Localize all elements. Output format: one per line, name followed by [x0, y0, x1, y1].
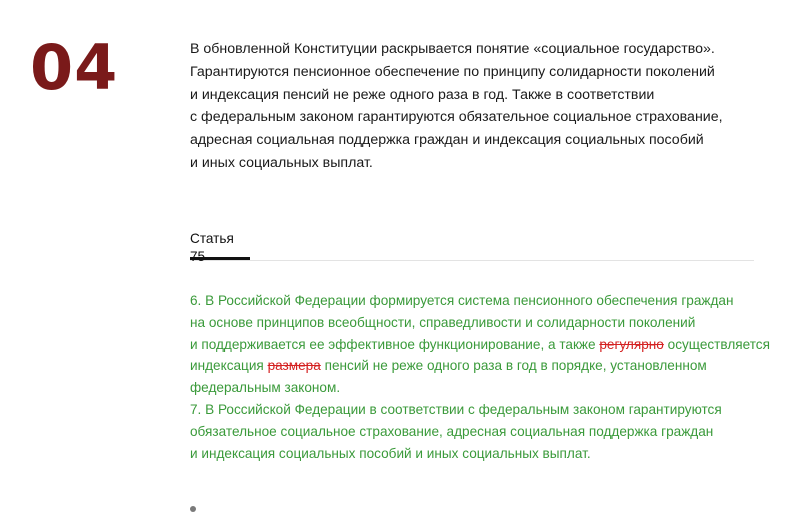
article-tabs [190, 230, 754, 261]
section-number: 04 [30, 31, 119, 104]
intro-line: В обновленной Конституции раскрывается понятие «социальное государство». [190, 41, 715, 57]
article-line: на основе принципов всеобщности, справедливости и солидарности поколений [190, 314, 696, 330]
intro-line: Гарантируются пенсионное обеспечение по принципу солидарности поколений [190, 63, 715, 80]
article-line [190, 355, 770, 377]
article-line: федеральным законом. [190, 380, 341, 396]
active-tab-indicator [190, 257, 250, 260]
article-text [190, 290, 770, 464]
intro-line: адресная социальная поддержка граждан и индексация социальных пособий [190, 132, 704, 149]
intro-line: и иных социальных выплат. [190, 154, 373, 171]
article-line: 6. В Российской Федерации формируется система пенсионного обеспечения граждан [190, 293, 734, 308]
removed-word: размера [267, 358, 321, 374]
intro-paragraph [190, 38, 770, 175]
article-line [190, 334, 770, 356]
next-section-marker [190, 506, 196, 512]
article-text-fragment: осуществляется [663, 336, 770, 352]
article-text-fragment: индексация [190, 358, 268, 374]
tab-article-75[interactable] [190, 230, 250, 259]
article-line: 7. В Российской Федерации в соответствии с федеральным законом гарантируются [190, 401, 722, 417]
article-line: обязательное социальное страхование, адресная социальная поддержка граждан [190, 423, 714, 439]
article-line: и индексация социальных пособий и иных социальных выплат. [190, 445, 591, 461]
article-text-fragment: и поддерживается ее эффективное функционирование, а также [190, 336, 600, 352]
intro-line: с федеральным законом гарантируются обязательное социальное страхование, [190, 109, 723, 126]
removed-word: регулярно [599, 336, 664, 352]
tab-label: Статья [190, 231, 234, 246]
article-text-fragment: пенсий не реже одного раза в год в порядке, установленном [320, 358, 707, 374]
intro-line: и индексация пенсий не реже одного раза в год. Также в соответствии [190, 86, 655, 103]
